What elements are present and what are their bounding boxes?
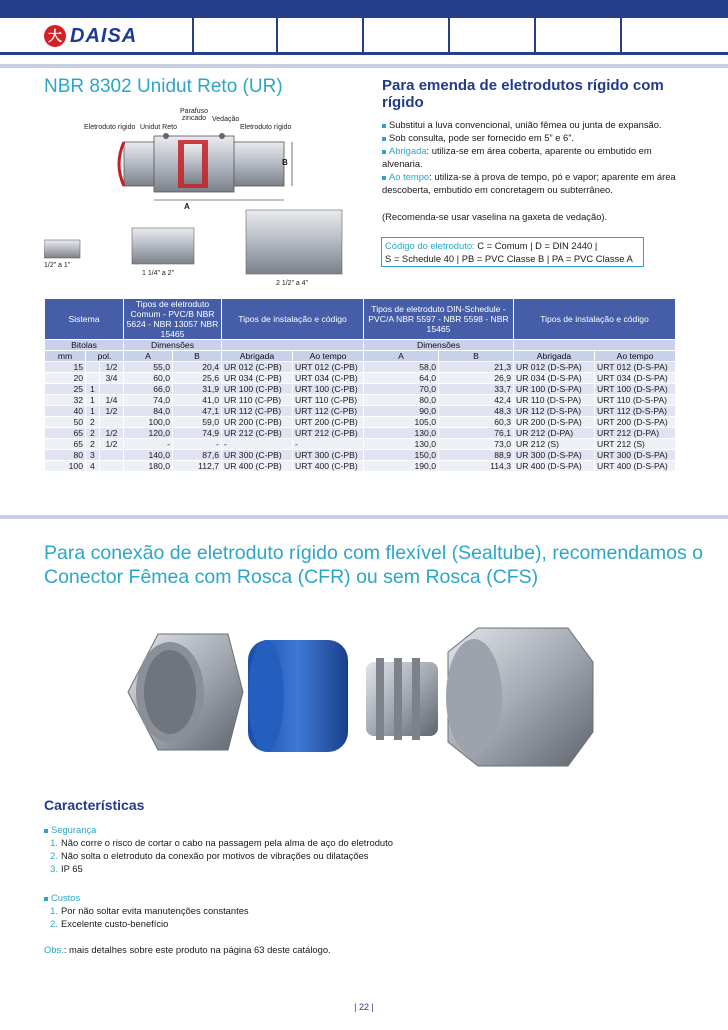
- header-abrigada-1: Abrigada: [222, 351, 293, 362]
- table-cell: UR 212 (S): [514, 439, 595, 450]
- table-cell: 65: [45, 428, 86, 439]
- list-item: 2. Não solta o eletroduto da conexão por motivos de vibrações ou dilatações: [50, 850, 369, 861]
- label-parafuso: Parafuso zincado: [179, 108, 209, 122]
- table-cell: 32: [45, 395, 86, 406]
- feature-group-custos: Custos 1. Por não soltar evita manutenções constantes 2. Excelente custo-benefício: [44, 891, 249, 930]
- table-cell: 70,0: [364, 384, 439, 395]
- table-row: [45, 417, 676, 428]
- table-cell: 150,0: [364, 450, 439, 461]
- table-cell: UR 110 (D-S-PA): [514, 395, 595, 406]
- table-cell: 1/2: [99, 428, 123, 439]
- bullet-item: Substitui a luva convencional, união fêmea ou junta de expansão.: [382, 118, 682, 131]
- table-cell: UR 100 (C-PB): [222, 384, 293, 395]
- table-cell: URT 100 (C-PB): [293, 384, 364, 395]
- table-cell: 2: [86, 439, 100, 450]
- table-cell: -: [222, 439, 293, 450]
- table-cell: 1: [86, 395, 100, 406]
- dimension-a: A: [184, 202, 190, 211]
- table-cell: UR 300 (D-S-PA): [514, 450, 595, 461]
- table-cell: 73,0: [439, 439, 514, 450]
- table-row: [45, 384, 676, 395]
- table-cell: UR 110 (C-PB): [222, 395, 293, 406]
- dimension-b: B: [282, 158, 288, 167]
- header-a1: A: [124, 351, 173, 362]
- header-instalacao-din: Tipos de instalação e código: [514, 299, 676, 340]
- table-cell: 65: [45, 439, 86, 450]
- table-cell: 48,3: [439, 406, 514, 417]
- header-sistema: Sistema: [45, 299, 124, 340]
- section2-heading: Para conexão de eletroduto rígido com flexível (Sealtube), recomendamos o Conector Fêmea com Rosca (CFR) ou sem Rosca (CFS): [44, 542, 704, 588]
- bullet-square-icon: [44, 829, 48, 833]
- table-cell: 105,0: [364, 417, 439, 428]
- table-cell: UR 100 (D-S-PA): [514, 384, 595, 395]
- table-cell: UR 212 (D-PA): [514, 428, 595, 439]
- table-cell: -: [124, 439, 173, 450]
- label-eletroduto-left: Eletroduto rígido: [84, 124, 136, 131]
- table-cell: 55,0: [124, 362, 173, 373]
- table-cell: URT 100 (D-S-PA): [595, 384, 676, 395]
- table-cell: [99, 384, 123, 395]
- obs-note: Obs.: mais detalhes sobre este produto na página 63 deste catálogo.: [44, 944, 331, 955]
- table-cell: 74,0: [124, 395, 173, 406]
- table-cell: URT 110 (D-S-PA): [595, 395, 676, 406]
- table-header-row: [45, 351, 676, 362]
- list-item: 2. Excelente custo-benefício: [50, 918, 169, 929]
- table-cell: [99, 450, 123, 461]
- header-abrigada-2: Abrigada: [514, 351, 595, 362]
- table-cell: URT 300 (C-PB): [293, 450, 364, 461]
- table-cell: 60,0: [124, 373, 173, 384]
- list-item: 1. Por não soltar evita manutenções constantes: [50, 905, 249, 916]
- table-row: [45, 461, 676, 472]
- table-cell: UR 034 (C-PB): [222, 373, 293, 384]
- table-cell: 50: [45, 417, 86, 428]
- table-cell: 58,0: [364, 362, 439, 373]
- table-cell: UR 012 (C-PB): [222, 362, 293, 373]
- table-cell: 4: [86, 461, 100, 472]
- header-dimensoes-2: Dimensões: [364, 340, 514, 351]
- product-title: NBR 8302 Unidut Reto (UR): [44, 76, 283, 97]
- logo-mark-icon: 大: [44, 25, 66, 47]
- size-medium: 1 1/4” a 2”: [142, 270, 174, 277]
- table-cell: UR 200 (C-PB): [222, 417, 293, 428]
- table-cell: UR 212 (C-PB): [222, 428, 293, 439]
- table-cell: 21,3: [439, 362, 514, 373]
- label-unidut: Unidut Reto: [140, 124, 177, 131]
- table-cell: -: [293, 439, 364, 450]
- table-cell: URT 300 (D-S-PA): [595, 450, 676, 461]
- table-cell: URT 034 (C-PB): [293, 373, 364, 384]
- table-cell: URT 200 (C-PB): [293, 417, 364, 428]
- header-a2: A: [364, 351, 439, 362]
- table-cell: UR 012 (D-S-PA): [514, 362, 595, 373]
- bullet-item: Sob consulta, pode ser fornecido em 5” e 6”.: [382, 131, 682, 144]
- table-cell: 120,0: [124, 428, 173, 439]
- table-cell: URT 112 (D-S-PA): [595, 406, 676, 417]
- brand-name: DAISA: [70, 24, 138, 47]
- table-cell: 112,7: [173, 461, 222, 472]
- ferrule-piece: [366, 658, 438, 740]
- section-divider: [0, 64, 728, 68]
- table-cell: [99, 461, 123, 472]
- size-large: 2 1/2” a 4”: [276, 280, 308, 287]
- table-cell: URT 212 (S): [595, 439, 676, 450]
- table-cell: 1: [86, 384, 100, 395]
- table-cell: 47,1: [173, 406, 222, 417]
- table-cell: 140,0: [124, 450, 173, 461]
- product-bullets: [382, 118, 682, 196]
- table-cell: 76,1: [439, 428, 514, 439]
- header-dimensoes-1: Dimensões: [124, 340, 222, 351]
- table-cell: 130,0: [364, 428, 439, 439]
- vaseline-note: (Recomenda-se usar vaselina na gaxeta de vedação).: [382, 211, 608, 222]
- unidut-diagram: [44, 100, 344, 290]
- table-cell: 130,0: [364, 439, 439, 450]
- features-title: Características: [44, 797, 145, 813]
- table-cell: URT 012 (C-PB): [293, 362, 364, 373]
- table-cell: UR 400 (C-PB): [222, 461, 293, 472]
- header-pol: pol.: [86, 351, 124, 362]
- table-cell: UR 400 (D-S-PA): [514, 461, 595, 472]
- table-cell: 2: [86, 428, 100, 439]
- table-cell: URT 110 (C-PB): [293, 395, 364, 406]
- table-cell: 64,0: [364, 373, 439, 384]
- table-header-row: [45, 340, 676, 351]
- size-small: 1/2” a 1”: [44, 262, 71, 269]
- table-cell: 100,0: [124, 417, 173, 428]
- nut-piece: [128, 634, 243, 750]
- table-cell: 180,0: [124, 461, 173, 472]
- table-cell: -: [173, 439, 222, 450]
- table-row: [45, 439, 676, 450]
- table-cell: 80,0: [364, 395, 439, 406]
- bullet-square-icon: [382, 124, 386, 128]
- table-cell: [86, 362, 100, 373]
- header-tempo-1: Ao tempo: [293, 351, 364, 362]
- feature-group-seguranca: Segurança 1. Não corre o risco de cortar o cabo na passagem pela alma de aço do eletroduto 2. Não solta o eletroduto da conexão por motivos de vibrações ou dilatações 3. IP 65: [44, 823, 393, 875]
- table-cell: [86, 373, 100, 384]
- code-legend: Código do eletroduto: C = Comum | D = DIN 2440 | S = Schedule 40 | PB = PVC Classe B | PA = PVC Classe A: [381, 237, 644, 267]
- table-cell: 41,0: [173, 395, 222, 406]
- bullet-square-icon: [382, 137, 386, 141]
- connector-illustration: [118, 622, 598, 772]
- sealing-ring: [248, 640, 348, 752]
- table-cell: 33,7: [439, 384, 514, 395]
- table-cell: URT 034 (D-S-PA): [595, 373, 676, 384]
- table-cell: 20,4: [173, 362, 222, 373]
- header-bitolas: Bitolas: [45, 340, 124, 351]
- header-b2: B: [439, 351, 514, 362]
- spec-table-body: [45, 362, 676, 472]
- brand-logo: [44, 23, 137, 49]
- table-cell: 60,3: [439, 417, 514, 428]
- table-cell: 190,0: [364, 461, 439, 472]
- table-cell: 80: [45, 450, 86, 461]
- table-cell: 42,4: [439, 395, 514, 406]
- table-cell: UR 112 (D-S-PA): [514, 406, 595, 417]
- table-cell: 1/2: [99, 362, 123, 373]
- table-row: [45, 450, 676, 461]
- table-cell: UR 034 (D-S-PA): [514, 373, 595, 384]
- table-cell: 3: [86, 450, 100, 461]
- table-cell: 90,0: [364, 406, 439, 417]
- table-cell: URT 012 (D-S-PA): [595, 362, 676, 373]
- header-tempo-2: Ao tempo: [595, 351, 676, 362]
- table-cell: URT 112 (C-PB): [293, 406, 364, 417]
- table-cell: 1/2: [99, 406, 123, 417]
- page-number: | 22 |: [354, 1002, 374, 1012]
- table-cell: URT 400 (D-S-PA): [595, 461, 676, 472]
- table-cell: 87,6: [173, 450, 222, 461]
- table-cell: 59,0: [173, 417, 222, 428]
- table-cell: UR 112 (C-PB): [222, 406, 293, 417]
- spec-table: [44, 298, 676, 472]
- label-vedacao: Vedação: [212, 116, 240, 123]
- table-cell: 1: [86, 406, 100, 417]
- header-tipos-comum: Tipos de eletroduto Comum - PVC/B NBR 5624 - NBR 13057 NBR 15465: [124, 299, 222, 340]
- bullet-square-icon: [382, 150, 386, 154]
- table-cell: URT 212 (C-PB): [293, 428, 364, 439]
- table-cell: 31,9: [173, 384, 222, 395]
- table-cell: URT 200 (D-S-PA): [595, 417, 676, 428]
- bullet-item: Ao tempo: utiliza-se à prova de tempo, pó e vapor; aparente em área descoberta, embutido em concretagem ou subterrâneo.: [382, 171, 676, 195]
- table-cell: 1/4: [99, 395, 123, 406]
- table-cell: 25,6: [173, 373, 222, 384]
- table-cell: 26,9: [439, 373, 514, 384]
- table-cell: 40: [45, 406, 86, 417]
- table-cell: 100: [45, 461, 86, 472]
- table-cell: 88,9: [439, 450, 514, 461]
- list-item: 1. Não corre o risco de cortar o cabo na passagem pela alma de aço do eletroduto: [50, 837, 393, 848]
- header-instalacao-comum: Tipos de instalação e código: [222, 299, 364, 340]
- table-cell: 66,0: [124, 384, 173, 395]
- table-cell: URT 400 (C-PB): [293, 461, 364, 472]
- table-cell: 2: [86, 417, 100, 428]
- table-cell: [99, 417, 123, 428]
- table-cell: 1/2: [99, 439, 123, 450]
- table-cell: 84,0: [124, 406, 173, 417]
- table-cell: 20: [45, 373, 86, 384]
- table-row: [45, 373, 676, 384]
- table-row: [45, 428, 676, 439]
- bullet-square-icon: [382, 176, 386, 180]
- table-cell: UR 200 (D-S-PA): [514, 417, 595, 428]
- body-piece: [446, 628, 593, 766]
- table-cell: 74,9: [173, 428, 222, 439]
- bullet-item: Abrigada: utiliza-se em área coberta, aparente ou embutido em alvenaria.: [382, 145, 652, 169]
- top-bar: [0, 0, 728, 18]
- section-divider: [0, 515, 728, 519]
- header-tipos-din: Tipos de eletroduto DIN-Schedule - PVC/A NBR 5597 - NBR 5598 - NBR 15465: [364, 299, 514, 340]
- table-cell: 15: [45, 362, 86, 373]
- table-cell: URT 212 (D-PA): [595, 428, 676, 439]
- header-mm: mm: [45, 351, 86, 362]
- table-cell: 25: [45, 384, 86, 395]
- table-cell: 114,3: [439, 461, 514, 472]
- product-headline: Para emenda de eletrodutos rígido com rígido: [382, 77, 664, 111]
- table-row: [45, 362, 676, 373]
- table-row: [45, 406, 676, 417]
- label-eletroduto-right: Eletroduto rígido: [240, 124, 292, 131]
- table-cell: 3/4: [99, 373, 123, 384]
- header-b1: B: [173, 351, 222, 362]
- bullet-square-icon: [44, 897, 48, 901]
- list-item: 3. IP 65: [50, 863, 83, 874]
- table-row: [45, 395, 676, 406]
- table-cell: UR 300 (C-PB): [222, 450, 293, 461]
